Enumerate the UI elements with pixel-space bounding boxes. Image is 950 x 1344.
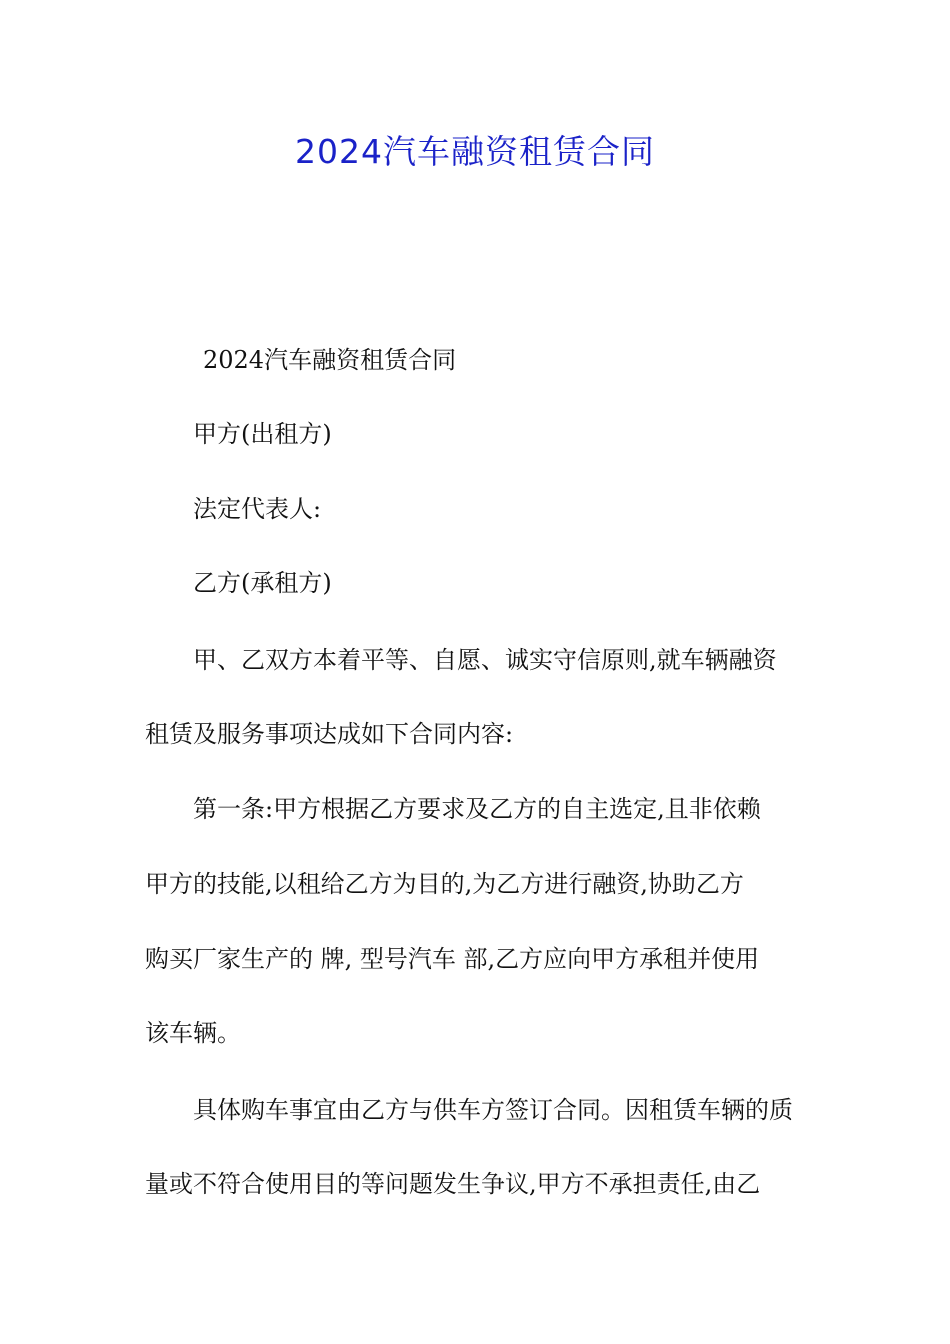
- party-b-label: 乙方(承租方): [193, 569, 332, 597]
- document-title: 2024汽车融资租赁合同: [295, 132, 655, 171]
- paragraph-line: 该车辆。: [145, 1019, 241, 1047]
- paragraph-line: 甲、乙双方本着平等、自愿、诚实守信原则,就车辆融资: [193, 646, 777, 674]
- paragraph-line: 购买厂家生产的 牌, 型号汽车 部,乙方应向甲方承租并使用: [145, 945, 760, 973]
- paragraph-line: 量或不符合使用目的等问题发生争议,甲方不承担责任,由乙: [145, 1170, 761, 1198]
- paragraph-line: 第一条:甲方根据乙方要求及乙方的自主选定,且非依赖: [193, 795, 761, 823]
- legal-representative-label: 法定代表人:: [193, 495, 322, 523]
- paragraph-line: 甲方的技能,以租给乙方为目的,为乙方进行融资,协助乙方: [145, 870, 744, 898]
- paragraph-line: 具体购车事宜由乙方与供车方签订合同。因租赁车辆的质: [193, 1096, 793, 1124]
- paragraph-line: 租赁及服务事项达成如下合同内容:: [145, 720, 514, 748]
- contract-subtitle: 2024汽车融资租赁合同: [203, 346, 457, 374]
- party-a-label: 甲方(出租方): [193, 420, 332, 448]
